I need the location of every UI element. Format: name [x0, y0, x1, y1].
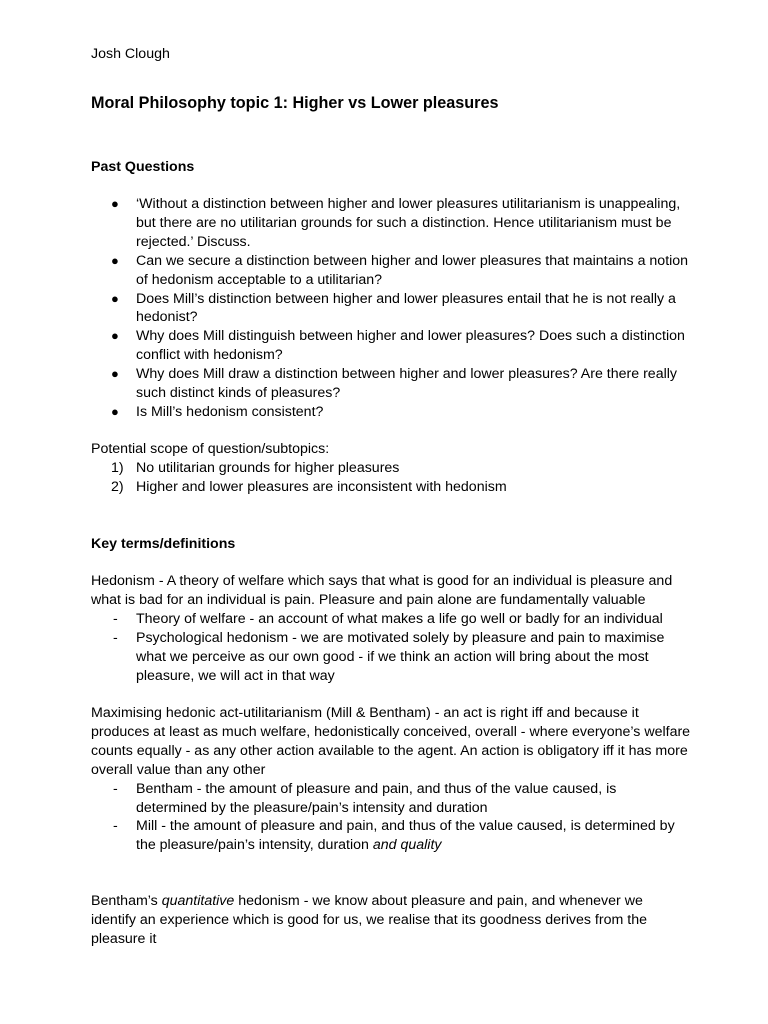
list-number: 1) — [111, 459, 124, 476]
sub-item-text: Mill - the amount of pleasure and pain, and thus of the value caused, is determined by the pleasure/pain’s intensity, duration — [136, 818, 675, 854]
hedonism-sublist — [91, 610, 691, 686]
list-item — [91, 403, 691, 422]
scope-list — [91, 459, 691, 497]
past-questions-heading: Past Questions — [91, 159, 195, 175]
bullet-icon: ● — [111, 403, 119, 419]
list-number: 2) — [111, 478, 124, 495]
hedonism-text: Hedonism - A theory of welfare which says that what is good for an individual is pleasure and what is bad for an individual is pain. Pleasure and pain alone are fundamentally valuable — [91, 573, 673, 608]
list-item — [91, 817, 691, 855]
scope-item-text: No utilitarian grounds for higher pleasures — [136, 459, 400, 476]
bullet-icon: ● — [111, 196, 119, 211]
maximising-definition — [91, 704, 691, 855]
maximising-sublist — [91, 780, 691, 856]
list-item — [91, 327, 691, 365]
sub-item-text: Theory of welfare - an account of what makes a life go well or badly for an individual — [136, 610, 663, 627]
dash-marker: - — [113, 780, 118, 797]
bullet-icon: ● — [111, 290, 119, 306]
past-questions-list — [91, 195, 691, 422]
list-item — [91, 478, 691, 497]
sub-item-text: Psychological hedonism - we are motivated solely by pleasure and pain to maximise what we perceive as our own good - if we think an action will bring about the most pleasure, we will act in that way — [136, 629, 665, 684]
hedonism-definition — [91, 572, 691, 685]
paragraph-text: Bentham’s — [91, 893, 162, 909]
scope-intro: Potential scope of question/subtopics: — [91, 441, 330, 457]
author-name: Josh Clough — [91, 46, 170, 62]
list-item — [91, 290, 691, 328]
bullet-icon: ● — [111, 328, 119, 344]
question-text: ‘Without a distinction between higher and lower pleasures utilitarianism is unappealing, but there are no utilitarian grounds for such a distinction. Hence utilitarianism must be rejected.’ Discuss. — [136, 196, 681, 250]
sub-item-text: Bentham - the amount of pleasure and pain, and thus of the value caused, is determined by the pleasure/pain’s intensity and duration — [136, 780, 617, 816]
bentham-quantitative-paragraph — [91, 892, 691, 949]
list-item — [91, 780, 691, 818]
key-terms-heading: Key terms/definitions — [91, 536, 236, 552]
list-item — [91, 365, 691, 403]
scope-section — [91, 440, 691, 497]
list-item — [91, 252, 691, 290]
bullet-icon: ● — [111, 366, 119, 382]
dash-marker: - — [113, 610, 118, 627]
list-item — [91, 610, 691, 629]
page-title: Moral Philosophy topic 1: Higher vs Lower pleasures — [91, 94, 499, 112]
emphasis-text: quantitative — [161, 893, 235, 909]
scope-item-text: Higher and lower pleasures are inconsistent with hedonism — [136, 478, 507, 495]
paragraph-text: hedonism - we know about pleasure and pain, and whenever we identify an experience which is good for us, we realise that its goodness derives from the pleasure it — [91, 893, 647, 947]
bullet-icon: ● — [111, 252, 119, 268]
question-text: Why does Mill draw a distinction between higher and lower pleasures? Are there really such distinct kinds of pleasures? — [136, 366, 677, 402]
dash-marker: - — [113, 629, 118, 646]
dash-marker: - — [113, 818, 118, 835]
list-item — [91, 195, 691, 252]
emphasis-text: and quality — [372, 837, 442, 854]
question-text: Is Mill’s hedonism consistent? — [136, 403, 324, 420]
maximising-text: Maximising hedonic act-utilitarianism (Mill & Bentham) - an act is right iff and because it produces at least as much welfare, hedonistically conceived, overall - where everyone’s welfare counts equally - as any other action available to the agent. An action is obligatory iff it has more overall value than any other — [91, 705, 691, 778]
question-text: Does Mill’s distinction between higher and lower pleasures entail that he is not really a hedonist? — [136, 290, 676, 326]
list-item — [91, 459, 691, 478]
list-item — [91, 629, 691, 686]
question-text: Why does Mill distinguish between higher and lower pleasures? Does such a distinction conflict with hedonism? — [136, 328, 685, 364]
question-text: Can we secure a distinction between higher and lower pleasures that maintains a notion of hedonism acceptable to a utilitarian? — [136, 252, 689, 288]
